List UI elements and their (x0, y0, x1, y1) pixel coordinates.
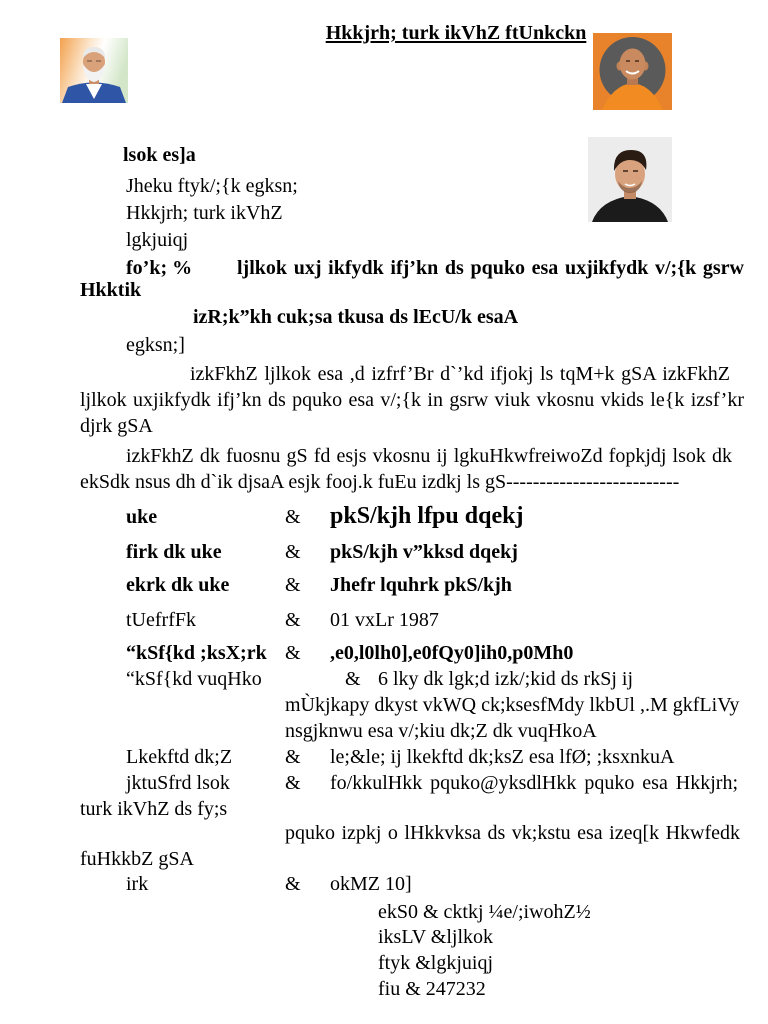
recipient-line: Jheku ftyk/;{k egksn; (126, 175, 298, 197)
body-paragraph-line: izkFkhZ dk fuosnu gS fd esjs vkosnu ij lgkuHkwfreiwoZd fopkjdj lsok dk (126, 445, 732, 467)
portrait-photo-left (60, 38, 128, 103)
detail-label-dob: tUefrfFk (126, 609, 196, 631)
detail-value-name: pkS/kjh lfpu dqekj (330, 503, 524, 529)
detail-value-political: fuHkkbZ gSA (80, 848, 194, 870)
detail-value-address: fiu & 247232 (378, 978, 486, 1000)
detail-separator: & (285, 541, 301, 563)
detail-value-address: iksLV &ljlkok (378, 926, 494, 948)
subject-text: ljlkok uxj ikfydk ifj’kn ds pquko esa uxjikfydk v/;{k gsrw (237, 257, 744, 279)
body-paragraph-line: izkFkhZ ljlkok esa ,d izfrf’Br d`’kd ifjokj ls tqM+k gSA izkFkhZ (190, 363, 730, 385)
detail-value-address: okMZ 10] (330, 873, 412, 895)
detail-value-political: fo/kkulHkk pquko@yksdlHkk pquko esa Hkkjrh; (330, 772, 738, 794)
subject-text: Hkktik (80, 279, 142, 301)
body-paragraph-line: ekSdk nsus dh d`ik djsaA esjk fooj.k fuEu izdkj ls gS-------------------------- (80, 471, 680, 493)
recipient-line: Hkkjrh; turk ikVhZ (126, 202, 283, 224)
detail-value-experience: nsgjknwu esa v/;kiu dk;Z dk vuqHkoA (285, 720, 597, 742)
detail-separator: & (285, 772, 301, 794)
detail-value-address: ekS0 & cktkj ¼e/;iwohZ½ (378, 901, 591, 923)
detail-value-experience: 6 lky dk lgk;d izk/;kid ds rkSj ij (378, 668, 634, 690)
detail-value-dob: 01 vxLr 1987 (330, 609, 439, 631)
detail-separator: & (285, 746, 301, 768)
greeting: egksn;] (126, 334, 185, 356)
recipient-line: lgkjuiqj (126, 229, 189, 251)
detail-separator: & (285, 506, 301, 528)
detail-separator: & (345, 668, 361, 690)
detail-label-experience: “kSf{kd vuqHko (126, 668, 262, 690)
detail-label-father: firk dk uke (126, 541, 222, 563)
letterhead-title: Hkkjrh; turk ikVhZ ftUnkckn (325, 22, 587, 44)
detail-value-social: le;&le; ij lkekftd dk;ksZ esa lfØ; ;ksxnkuA (330, 746, 675, 768)
detail-value-qualification: ,e0,l0lh0],e0fQy0]ih0,p0Mh0 (330, 642, 574, 664)
detail-value-address: ftyk &lgkjuiqj (378, 952, 493, 974)
subject-label: fo’k; % (126, 257, 193, 279)
detail-label-political: jktuSfrd lsok (126, 772, 230, 794)
detail-label-social: Lkekftd dk;Z (126, 746, 233, 768)
detail-value-political: pquko izpkj o lHkkvksa ds vk;kstu esa izeq[k Hkwfedk (285, 822, 740, 844)
detail-value-mother: Jhefr lquhrk pkS/kjh (330, 574, 512, 596)
detail-separator: & (285, 574, 301, 596)
subject-text: izR;k”kh cuk;sa tkusa ds lEcU/k esaA (193, 306, 519, 328)
detail-value-experience: mÙkjkapy dkyst vkWQ ck;ksesfMdy lkbUl ,.M gkfLiVy (285, 694, 740, 716)
detail-separator: & (285, 609, 301, 631)
detail-label-name: uke (126, 506, 158, 528)
portrait-photo-right-lower (588, 137, 672, 222)
recipient-salutation: lsok es]a (123, 144, 196, 166)
detail-label-address: irk (126, 873, 149, 895)
body-paragraph-line: djrk gSA (80, 415, 153, 437)
detail-value-father: pkS/kjh v”kksd dqekj (330, 541, 518, 563)
detail-separator: & (285, 642, 301, 664)
body-paragraph-line: ljlkok uxjikfydk ifj’kn ds pquko esa v/;{k in gsrw viuk vkosnu vkids le{k izsf’kr (80, 389, 744, 411)
portrait-photo-right-top (593, 33, 672, 110)
detail-separator: & (285, 873, 301, 895)
detail-label-qualification: “kSf{kd ;ksX;rk (126, 642, 267, 664)
detail-value-political: turk ikVhZ ds fy;s (80, 798, 228, 820)
detail-label-mother: ekrk dk uke (126, 574, 230, 596)
